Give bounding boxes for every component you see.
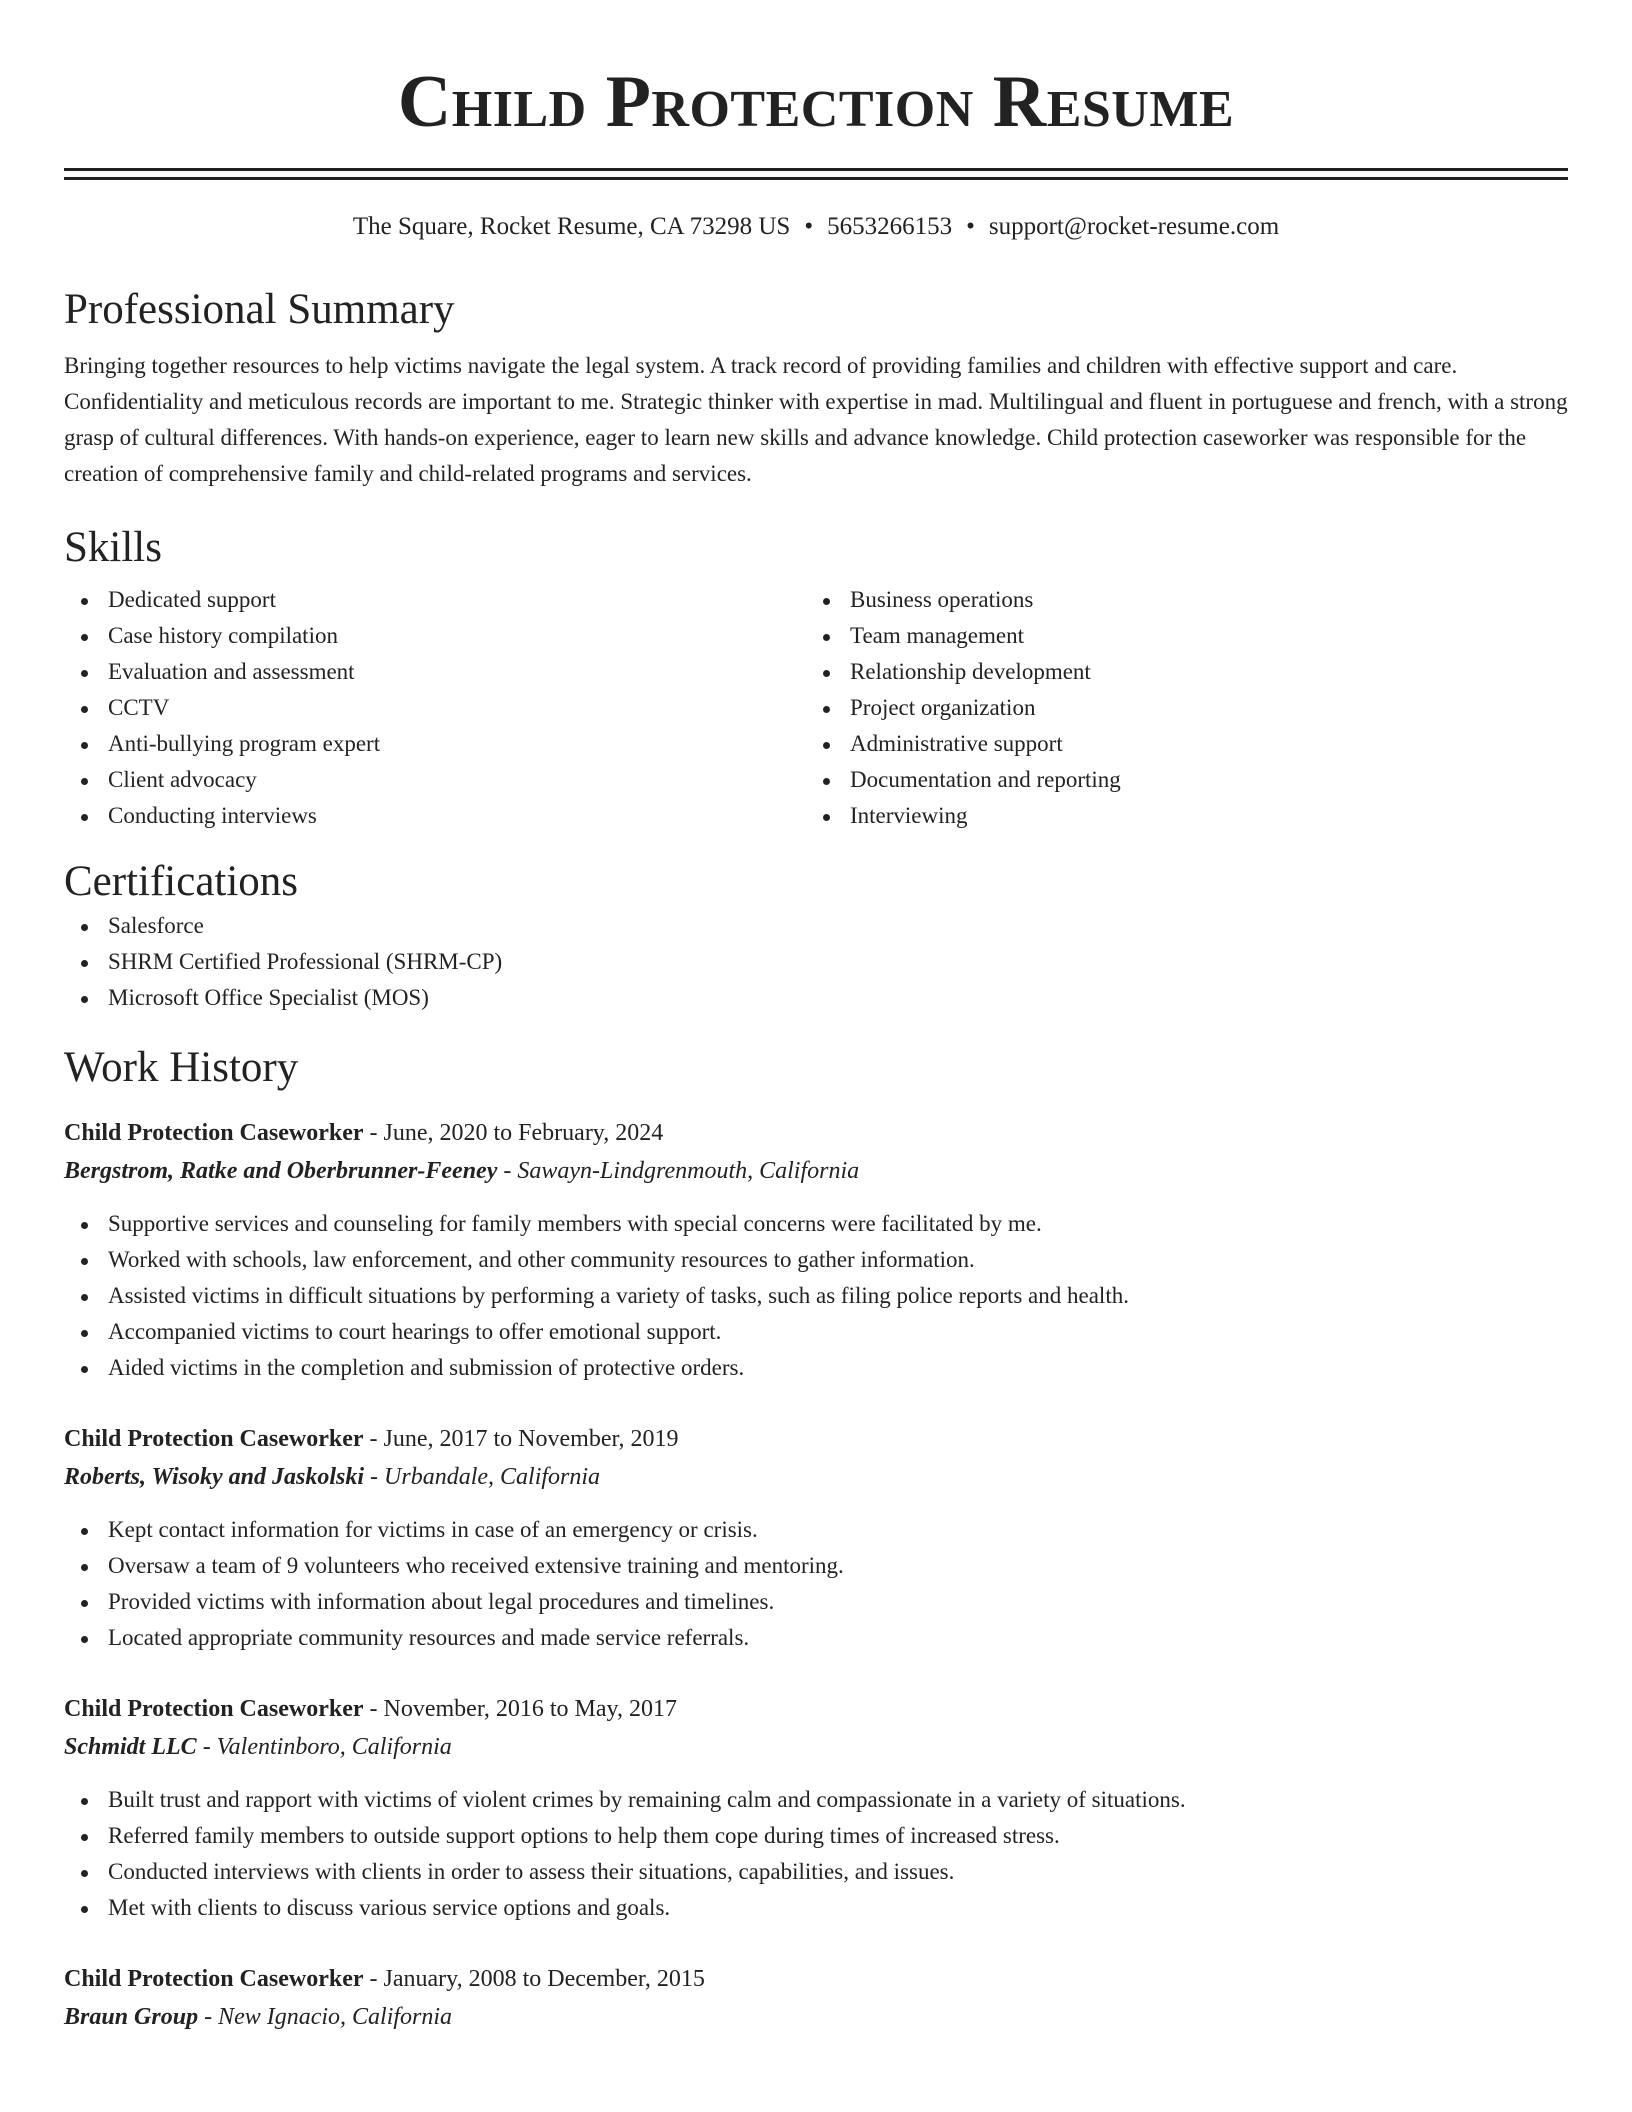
job-duty-item: Aided victims in the completion and submission of protective orders. xyxy=(64,1350,1568,1386)
title-double-rule xyxy=(64,168,1568,180)
job-dates: - June, 2017 to November, 2019 xyxy=(363,1426,679,1452)
employer-line xyxy=(64,1458,1568,1496)
job-duty-item: Kept contact information for victims in case of an emergency or crisis. xyxy=(64,1512,1568,1548)
job-duties-list xyxy=(64,1206,1568,1386)
job-duty-item: Oversaw a team of 9 volunteers who received extensive training and mentoring. xyxy=(64,1548,1568,1584)
section-heading-summary: Professional Summary xyxy=(64,286,455,333)
employer-name: Schmidt LLC xyxy=(64,1734,197,1760)
employer-name: Roberts, Wisoky and Jaskolski xyxy=(64,1464,365,1490)
job-title: Child Protection Caseworker xyxy=(64,1696,364,1722)
skill-item: Documentation and reporting xyxy=(806,762,1548,798)
employer-location: - Valentinboro, California xyxy=(196,1734,452,1760)
section-heading-work-history: Work History xyxy=(64,1044,299,1091)
resume-title: Child Protection Resume xyxy=(397,61,1235,143)
skill-item: Team management xyxy=(806,618,1548,654)
job-duty-item: Supportive services and counseling for family members with special concerns were facilitated by me. xyxy=(64,1206,1568,1242)
job-title-line xyxy=(64,1960,1568,1998)
job-title: Child Protection Caseworker xyxy=(64,1426,364,1452)
skill-item: Business operations xyxy=(806,582,1548,618)
job-duty-item: Assisted victims in difficult situations by performing a variety of tasks, such as filing police reports and health. xyxy=(64,1278,1568,1314)
employer-name: Bergstrom, Ratke and Oberbrunner-Feeney xyxy=(64,1158,498,1184)
job-entry xyxy=(64,1690,1568,1926)
job-title-line xyxy=(64,1420,1568,1458)
certification-item: Microsoft Office Specialist (MOS) xyxy=(64,980,1568,1016)
job-dates: - June, 2020 to February, 2024 xyxy=(363,1120,664,1146)
employer-line xyxy=(64,1152,1568,1190)
skill-item: Interviewing xyxy=(806,798,1548,834)
job-dates: - November, 2016 to May, 2017 xyxy=(363,1696,677,1722)
job-duty-item: Met with clients to discuss various service options and goals. xyxy=(64,1890,1568,1926)
job-entry xyxy=(64,1114,1568,1386)
skills-list-left xyxy=(64,582,806,834)
resume-page xyxy=(64,0,1568,2036)
contact-phone: 5653266153 xyxy=(827,213,953,240)
job-entry xyxy=(64,1960,1568,2036)
skill-item: Case history compilation xyxy=(64,618,806,654)
job-duty-item: Accompanied victims to court hearings to offer emotional support. xyxy=(64,1314,1568,1350)
skill-item: Conducting interviews xyxy=(64,798,806,834)
employer-line xyxy=(64,1728,1568,1766)
skill-item: CCTV xyxy=(64,690,806,726)
section-heading-skills: Skills xyxy=(64,524,162,571)
skills-columns xyxy=(64,582,1568,834)
section-heading-certifications: Certifications xyxy=(64,858,299,905)
job-entry xyxy=(64,1420,1568,1656)
job-duty-item: Conducted interviews with clients in order to assess their situations, capabilities, and issues. xyxy=(64,1854,1568,1890)
skill-item: Anti-bullying program expert xyxy=(64,726,806,762)
job-title: Child Protection Caseworker xyxy=(64,1966,364,1992)
employer-location: - Sawayn-Lindgrenmouth, California xyxy=(497,1158,860,1184)
contact-separator: • xyxy=(966,213,975,240)
certification-item: Salesforce xyxy=(64,908,1568,944)
employer-location: - Urbandale, California xyxy=(364,1464,601,1490)
job-title-line xyxy=(64,1114,1568,1152)
skill-item: Evaluation and assessment xyxy=(64,654,806,690)
job-duty-item: Built trust and rapport with victims of violent crimes by remaining calm and compassionate in a variety of situations. xyxy=(64,1782,1568,1818)
skill-item: Client advocacy xyxy=(64,762,806,798)
contact-separator: • xyxy=(804,213,814,240)
job-title: Child Protection Caseworker xyxy=(64,1120,364,1146)
job-duty-item: Located appropriate community resources and made service referrals. xyxy=(64,1620,1568,1656)
skill-item: Relationship development xyxy=(806,654,1548,690)
certification-item: SHRM Certified Professional (SHRM-CP) xyxy=(64,944,1568,980)
certifications-list xyxy=(64,908,1568,1016)
job-duty-item: Worked with schools, law enforcement, and other community resources to gather information. xyxy=(64,1242,1568,1278)
employer-name: Braun Group xyxy=(64,2004,199,2030)
contact-address: The Square, Rocket Resume, CA 73298 US xyxy=(352,213,791,240)
job-duty-item: Provided victims with information about legal procedures and timelines. xyxy=(64,1584,1568,1620)
skill-item: Administrative support xyxy=(806,726,1548,762)
title-rule-top xyxy=(64,168,1568,171)
employer-line xyxy=(64,1998,1568,2036)
job-duty-item: Referred family members to outside support options to help them cope during times of increased stress. xyxy=(64,1818,1568,1854)
skills-list-right xyxy=(806,582,1548,834)
job-duties-list xyxy=(64,1782,1568,1926)
job-dates: - January, 2008 to December, 2015 xyxy=(363,1966,705,1992)
employer-location: - New Ignacio, California xyxy=(198,2004,453,2030)
job-duties-list xyxy=(64,1512,1568,1656)
skill-item: Dedicated support xyxy=(64,582,806,618)
title-rule-bottom xyxy=(64,177,1568,180)
contact-line xyxy=(64,210,1568,244)
job-title-line xyxy=(64,1690,1568,1728)
summary-text: Bringing together resources to help victims navigate the legal system. A track record of providing families and children with effective support and care. Confidentiality and meticulous records are important to me. Strategic thinker with expertise in mad. Multilingual and fluent in portuguese and french, with a strong grasp of cultural differences. With hands-on experience, eager to learn new skills and advance knowledge. Child protection caseworker was responsible for the creation of comprehensive family and child-related programs and services. xyxy=(64,353,1568,486)
contact-email: support@rocket-resume.com xyxy=(988,213,1280,240)
skill-item: Project organization xyxy=(806,690,1548,726)
